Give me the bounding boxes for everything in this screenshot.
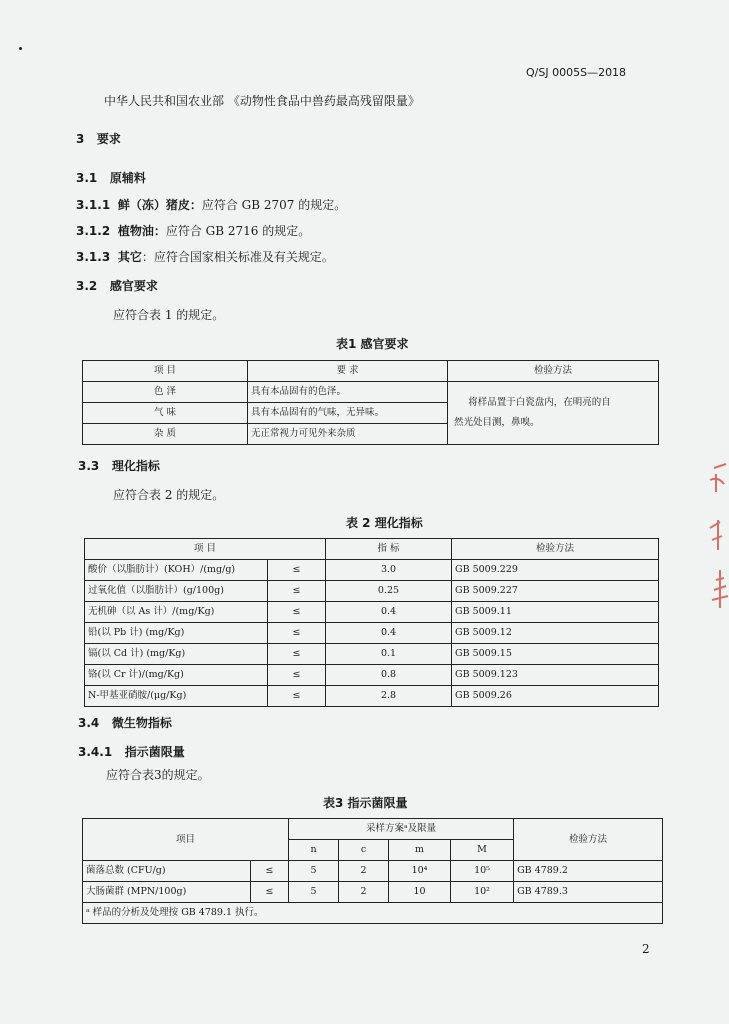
table3-row-method: GB 4789.3 bbox=[514, 882, 663, 903]
table2-row-value: 2.8 bbox=[326, 686, 452, 707]
scan-speck bbox=[19, 47, 22, 50]
table2-row-method: GB 5009.12 bbox=[452, 623, 659, 644]
red-stamp-fragment bbox=[700, 450, 729, 620]
section-3-4-heading: 3.4 微生物指标 bbox=[78, 716, 172, 730]
section-3-1-2: 3.1.2 植物油：应符合 GB 2716 的规定。 bbox=[76, 224, 311, 238]
table3-row-op: ≤ bbox=[251, 861, 289, 882]
table3-footnote: ᵃ 样品的分析及处理按 GB 4789.1 执行。 bbox=[83, 903, 663, 924]
table2-row-op: ≤ bbox=[268, 623, 326, 644]
table2-row-value: 0.8 bbox=[326, 665, 452, 686]
section-3-1-1: 3.1.1 鲜（冻）猪皮：应符合 GB 2707 的规定。 bbox=[76, 198, 347, 212]
table3-caption: 表3 指示菌限量 bbox=[323, 796, 408, 810]
table1-row-req: 无正常视力可见外来杂质 bbox=[248, 424, 448, 445]
section-3-2-heading: 3.2 感官要求 bbox=[76, 279, 158, 293]
table3-row-n: 5 bbox=[289, 861, 339, 882]
table2-row-value: 0.4 bbox=[326, 602, 452, 623]
section-3-heading: 3 要求 bbox=[76, 132, 121, 146]
table2-row-item: 无机砷（以 As 计）/(mg/Kg) bbox=[85, 602, 268, 623]
table1-row-item: 杂 质 bbox=[83, 424, 248, 445]
table2-row-item: 镉(以 Cd 计) (mg/Kg) bbox=[85, 644, 268, 665]
table2-row-op: ≤ bbox=[268, 665, 326, 686]
table3-row-M: 10² bbox=[451, 882, 514, 903]
table2-row-item: 酸价（以脂肪计）(KOH）/(mg/g) bbox=[85, 560, 268, 581]
table2-row-method: GB 5009.227 bbox=[452, 581, 659, 602]
standard-code: Q/SJ 0005S—2018 bbox=[526, 66, 627, 79]
table2-row-op: ≤ bbox=[268, 581, 326, 602]
table2 bbox=[84, 538, 659, 707]
table2-row-method: GB 5009.26 bbox=[452, 686, 659, 707]
table1-header-method: 检验方法 bbox=[448, 361, 659, 382]
table2-row-item: 过氧化值（以脂肪计）(g/100g) bbox=[85, 581, 268, 602]
table2-row-op: ≤ bbox=[268, 644, 326, 665]
table1-row-req: 具有本品固有的气味，无异味。 bbox=[248, 403, 448, 424]
section-3-3-text: 应符合表 2 的规定。 bbox=[113, 488, 225, 502]
table3-row-c: 2 bbox=[339, 861, 389, 882]
table2-header-item: 项 目 bbox=[85, 539, 326, 560]
section-3-1-heading: 3.1 原辅料 bbox=[76, 171, 146, 185]
table3-row-item: 菌落总数 (CFU/g) bbox=[83, 861, 251, 882]
table2-row-op: ≤ bbox=[268, 602, 326, 623]
table1-header-req: 要 求 bbox=[248, 361, 448, 382]
section-3-4-1-heading: 3.4.1 指示菌限量 bbox=[78, 745, 185, 759]
reference-line: 中华人民共和国农业部 《动物性食品中兽药最高残留限量》 bbox=[104, 94, 420, 108]
table3-header-item: 项目 bbox=[83, 819, 289, 861]
table2-row-op: ≤ bbox=[268, 686, 326, 707]
table1-row-item: 色 泽 bbox=[83, 382, 248, 403]
table1-row-req: 具有本品固有的色泽。 bbox=[248, 382, 448, 403]
table1-header-item: 项 目 bbox=[83, 361, 248, 382]
table2-row-method: GB 5009.229 bbox=[452, 560, 659, 581]
table3-sub-M: M bbox=[451, 840, 514, 861]
table2-row-value: 0.25 bbox=[326, 581, 452, 602]
table2-header-method: 检验方法 bbox=[452, 539, 659, 560]
table3-row-op: ≤ bbox=[251, 882, 289, 903]
table3-row-m: 10 bbox=[389, 882, 451, 903]
table3-header-plan: 采样方案ᵃ及限量 bbox=[289, 819, 514, 840]
table3-sub-m: m bbox=[389, 840, 451, 861]
table3-header-method: 检验方法 bbox=[514, 819, 663, 861]
table2-row-method: GB 5009.123 bbox=[452, 665, 659, 686]
table2-row-item: 铬(以 Cr 计)/(mg/Kg) bbox=[85, 665, 268, 686]
table2-header-value: 指 标 bbox=[326, 539, 452, 560]
table3-row-m: 10⁴ bbox=[389, 861, 451, 882]
section-3-4-1-text: 应符合表3的规定。 bbox=[106, 768, 210, 782]
table2-caption: 表 2 理化指标 bbox=[346, 516, 423, 530]
table2-row-method: GB 5009.15 bbox=[452, 644, 659, 665]
table3 bbox=[82, 818, 663, 924]
table2-row-item: 铅(以 Pb 计) (mg/Kg) bbox=[85, 623, 268, 644]
table3-sub-n: n bbox=[289, 840, 339, 861]
table3-row-item: 大肠菌群 (MPN/100g) bbox=[83, 882, 251, 903]
table3-row-c: 2 bbox=[339, 882, 389, 903]
table3-sub-c: c bbox=[339, 840, 389, 861]
table2-row-value: 0.1 bbox=[326, 644, 452, 665]
table2-row-item: N-甲基亚硝胺/(μg/Kg) bbox=[85, 686, 268, 707]
table2-row-value: 0.4 bbox=[326, 623, 452, 644]
table1-row-item: 气 味 bbox=[83, 403, 248, 424]
section-3-2-text: 应符合表 1 的规定。 bbox=[113, 308, 225, 322]
table1 bbox=[82, 360, 659, 445]
table2-row-value: 3.0 bbox=[326, 560, 452, 581]
page-number: 2 bbox=[642, 942, 650, 956]
table1-method: 将样品置于白瓷盘内，在明亮的自 然光处目测，鼻嗅。 bbox=[448, 382, 659, 445]
table2-row-method: GB 5009.11 bbox=[452, 602, 659, 623]
table1-caption: 表1 感官要求 bbox=[336, 337, 409, 351]
table3-row-n: 5 bbox=[289, 882, 339, 903]
section-3-1-3: 3.1.3 其它：应符合国家相关标准及有关规定。 bbox=[76, 250, 334, 264]
table2-row-op: ≤ bbox=[268, 560, 326, 581]
section-3-3-heading: 3.3 理化指标 bbox=[78, 459, 160, 473]
table3-row-M: 10⁵ bbox=[451, 861, 514, 882]
table3-row-method: GB 4789.2 bbox=[514, 861, 663, 882]
